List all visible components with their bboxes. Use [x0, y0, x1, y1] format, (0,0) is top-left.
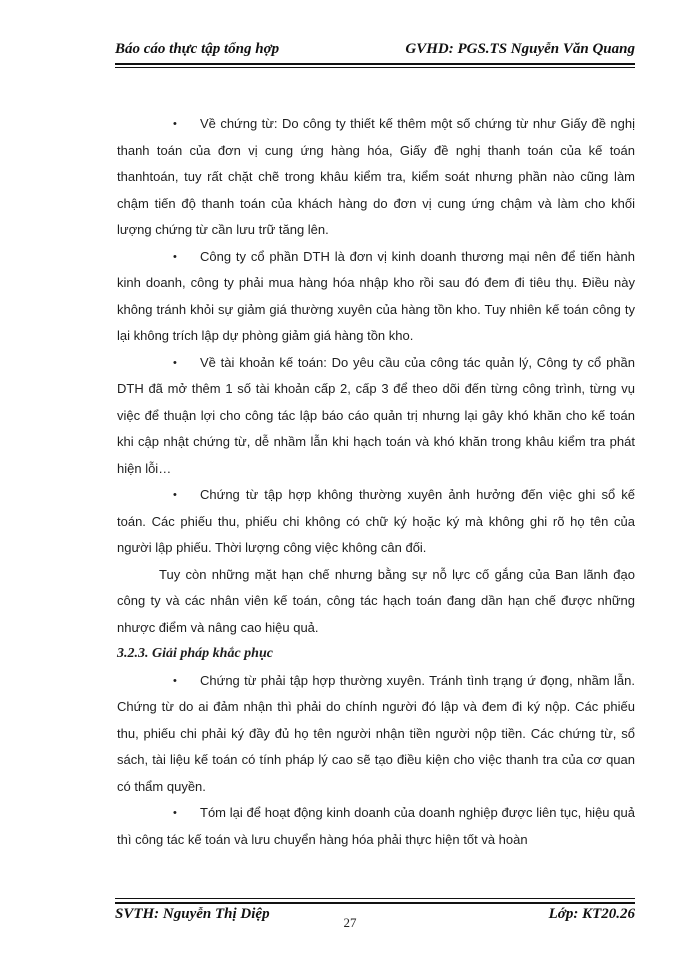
section-heading: 3.2.3. Giải pháp khắc phục — [117, 646, 273, 661]
footer-student: SVTH: Nguyễn Thị Diệp — [115, 906, 270, 922]
footer-divider — [115, 898, 635, 899]
footer-class: Lớp: KT20.26 — [548, 906, 635, 922]
page-number: 27 — [343, 915, 357, 930]
paragraph-solution-documents: • Chứng từ phải tập hợp thường xuyên. Tránh tình trạng ứ đọng, nhầm lẫn. Chứng từ do ai đảm nhận thì phải do chính người đó lập và đem đi ký nộp. Các phiếu thu, phiếu chi phải ký đầy đủ họ tên người nhận tiền người nộp tiền. Các chứng từ, sổ sách, tài liệu kế toán có tính pháp lý cao sẽ tạo điều kiện cho việc thanh tra của cơ quan có thẩm quyền. — [117, 668, 635, 801]
page-body — [117, 111, 635, 853]
paragraph-documents: • Về chứng từ: Do công ty thiết kế thêm một số chứng từ như Giấy đề nghị thanh toán của đơn vị cung ứng hàng hóa, Giấy đề nghị thanh toán của kế toán thanhtoán, tuy rất chặt chẽ trong khâu kiểm tra, kiểm soát nhưng phần nào cũng làm chậm tiến độ thanh toán của khách hàng do đơn vị cung ứng chậm và làm cho khối lượng chứng từ cần lưu trữ tăng lên. — [117, 111, 635, 244]
header-divider — [115, 67, 635, 68]
paragraph-summary: Tuy còn những mặt hạn chế nhưng bằng sự nỗ lực cố gắng của Ban lãnh đạo công ty và các nhân viên kế toán, công tác hạch toán đang dần hạn chế được những nhược điểm và nâng cao hiệu quả. — [117, 566, 635, 635]
paragraph-conclusion: • Tóm lại để hoạt động kinh doanh của doanh nghiệp được liên tục, hiệu quả thì công tác kế toán và lưu chuyển hàng hóa phải thực hiện tốt và hoàn — [117, 800, 635, 853]
header-supervisor: GVHD: PGS.TS Nguyễn Văn Quang — [405, 41, 635, 57]
paragraph-accounts: • Về tài khoản kế toán: Do yêu cầu của công tác quản lý, Công ty cổ phần DTH đã mở thêm 1 số tài khoản cấp 2, cấp 3 để theo dõi đến từng công trình, từng vụ việc để thuận lợi cho công tác lập báo cáo quản trị nhưng lại gây khó khăn cho kế toán khi cập nhật chứng từ, dễ nhầm lẫn khi hạch toán và khó khăn trong khâu kiểm tra phát hiện lỗi… — [117, 350, 635, 483]
paragraph-inventory: • Công ty cổ phần DTH là đơn vị kinh doanh thương mại nên để tiến hành kinh doanh, công ty phải mua hàng hóa nhập kho rồi sau đó đem đi tiêu thụ. Điều này không tránh khỏi sự giảm giá thường xuyên của hàng tồn kho. Tuy nhiên kế toán công ty lại không trích lập dự phòng giảm giá hàng tồn kho. — [117, 244, 635, 350]
paragraph-irregular-documents: • Chứng từ tập hợp không thường xuyên ảnh hưởng đến việc ghi sổ kế toán. Các phiếu thu, phiếu chi không có chữ ký hoặc ký mà không ghi rõ họ tên của người lập phiếu. Thời lượng công việc không cân đối. — [117, 482, 635, 562]
page-header — [115, 41, 635, 65]
header-report-title: Báo cáo thực tập tổng hợp — [115, 41, 280, 57]
